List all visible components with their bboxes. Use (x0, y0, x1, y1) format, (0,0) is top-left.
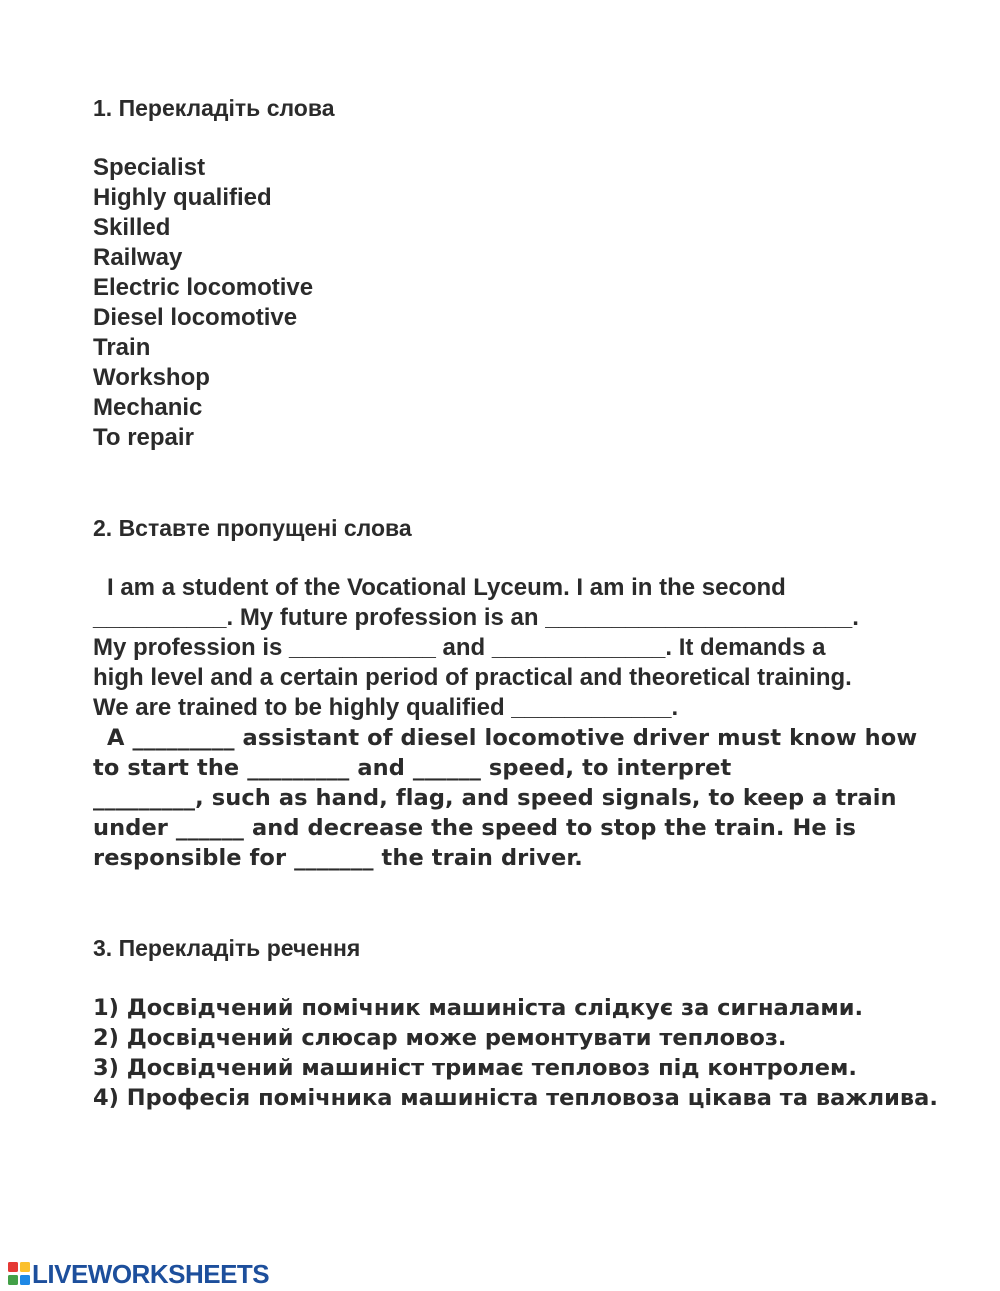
paragraph-line: A _________ assistant of diesel locomotive driver must know how (107, 725, 918, 751)
paragraph-line: under ______ and decrease the speed to stop the train. He is (93, 815, 856, 841)
logo-icon (8, 1262, 30, 1286)
word-item: Train (93, 334, 151, 361)
word-item: Skilled (93, 214, 171, 241)
paragraph-line: My profession is ___________ and _____________. It demands a (93, 634, 826, 661)
word-item: Highly qualified (93, 184, 272, 211)
paragraph-line: We are trained to be highly qualified ____________. (93, 694, 679, 721)
word-item: To repair (93, 424, 194, 451)
paragraph-line: responsible for _______ the train driver. (93, 845, 583, 871)
section-2-heading: 2. Вставте пропущені слова (93, 515, 412, 541)
sentence-item: 1) Досвідчений помічник машиніста слідкує за сигналами. (93, 995, 864, 1021)
word-item: Mechanic (93, 394, 203, 421)
liveworksheets-logo (8, 1259, 269, 1289)
paragraph-line: I am a student of the Vocational Lyceum. I am in the second (107, 574, 786, 601)
section-3-heading: 3. Перекладіть речення (93, 935, 361, 961)
sentence-item: 4) Професія помічника машиніста тепловоза цікава та важлива. (93, 1085, 938, 1111)
sentence-item: 2) Досвідчений слюсар може ремонтувати тепловоз. (93, 1025, 787, 1051)
paragraph-line: __________. My future profession is an _______________________. (93, 604, 859, 631)
paragraph-line: _________, such as hand, flag, and speed signals, to keep a train (93, 785, 897, 811)
word-item: Diesel locomotive (93, 304, 298, 331)
word-item: Workshop (93, 364, 210, 391)
sentence-item: 3) Досвідчений машиніст тримає тепловоз під контролем. (93, 1055, 857, 1081)
word-item: Specialist (93, 154, 206, 181)
sentence-list (93, 993, 938, 1113)
word-item: Railway (93, 244, 183, 271)
word-list (93, 153, 313, 453)
fill-in-paragraph (93, 573, 963, 873)
logo-text: LIVEWORKSHEETS (32, 1259, 270, 1289)
paragraph-line: to start the _________ and ______ speed, to interpret (93, 755, 732, 781)
section-1-heading: 1. Перекладіть слова (93, 95, 335, 121)
paragraph-line: high level and a certain period of practical and theoretical training. (93, 664, 852, 691)
word-item: Electric locomotive (93, 274, 314, 301)
